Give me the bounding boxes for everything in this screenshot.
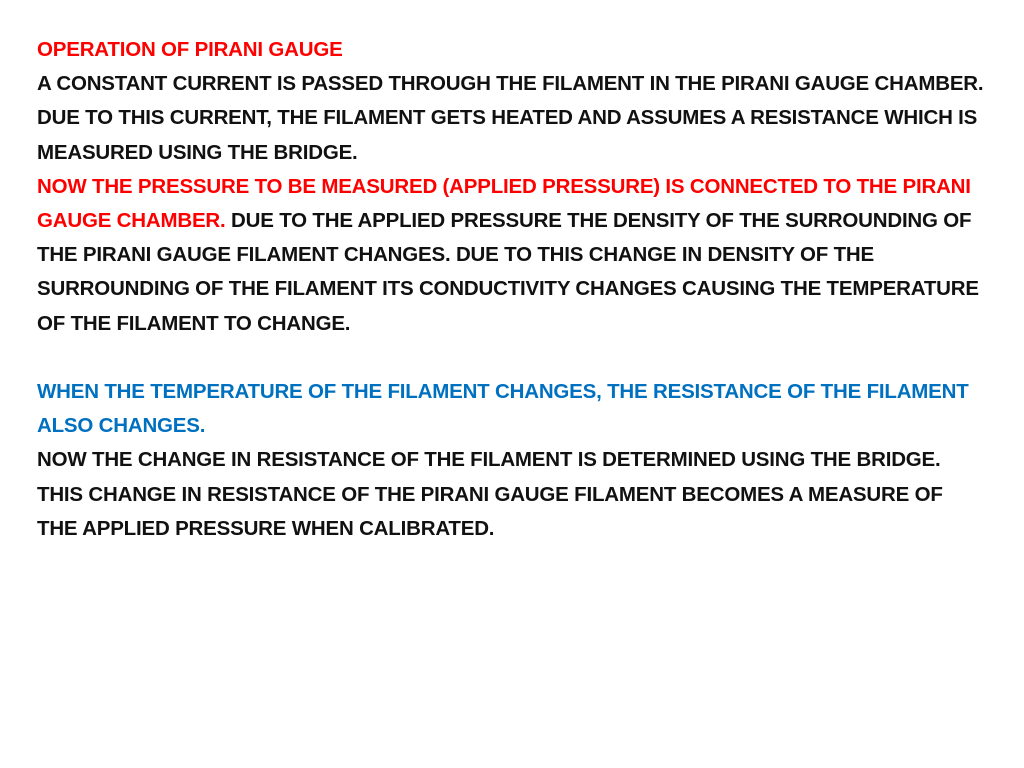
slide-content (37, 33, 987, 546)
slide-heading: OPERATION OF PIRANI GAUGE (37, 38, 343, 61)
paragraph-resistance-changes: WHEN THE TEMPERATURE OF THE FILAMENT CHANGES, THE RESISTANCE OF THE FILAMENT ALSO CHANGES. (37, 380, 969, 438)
applied-pressure-highlight: NOW THE PRESSURE TO BE MEASURED (APPLIED PRESSURE) IS CONNECTED TO THE PIRANI GAUGE CHAMBER. (37, 174, 971, 233)
paragraph-spacer (37, 341, 987, 375)
paragraph-calibrated-measure: THIS CHANGE IN RESISTANCE OF THE PIRANI GAUGE FILAMENT BECOMES A MEASURE OF THE APPLIED PRESSURE WHEN CALIBRATED. (37, 482, 943, 540)
applied-pressure-detail: DUE TO THE APPLIED PRESSURE THE DENSITY OF THE SURROUNDING OF THE PIRANI GAUGE FILAMENT CHANGES. DUE TO THIS CHANGE IN DENSITY OF THE SURROUNDING OF THE FILAMENT ITS CONDUCTIVITY CHANGES CAUSING THE TEMPERATURE OF THE FILAMENT TO CHANGE. (37, 209, 979, 335)
paragraph-filament-heated: DUE TO THIS CURRENT, THE FILAMENT GETS HEATED AND ASSUMES A RESISTANCE WHICH IS MEASURED USING THE BRIDGE. (37, 106, 978, 164)
paragraph-applied-pressure (37, 170, 987, 341)
paragraph-constant-current: A CONSTANT CURRENT IS PASSED THROUGH THE FILAMENT IN THE PIRANI GAUGE CHAMBER. (37, 72, 984, 96)
paragraph-bridge-determination: NOW THE CHANGE IN RESISTANCE OF THE FILAMENT IS DETERMINED USING THE BRIDGE. (37, 448, 941, 472)
